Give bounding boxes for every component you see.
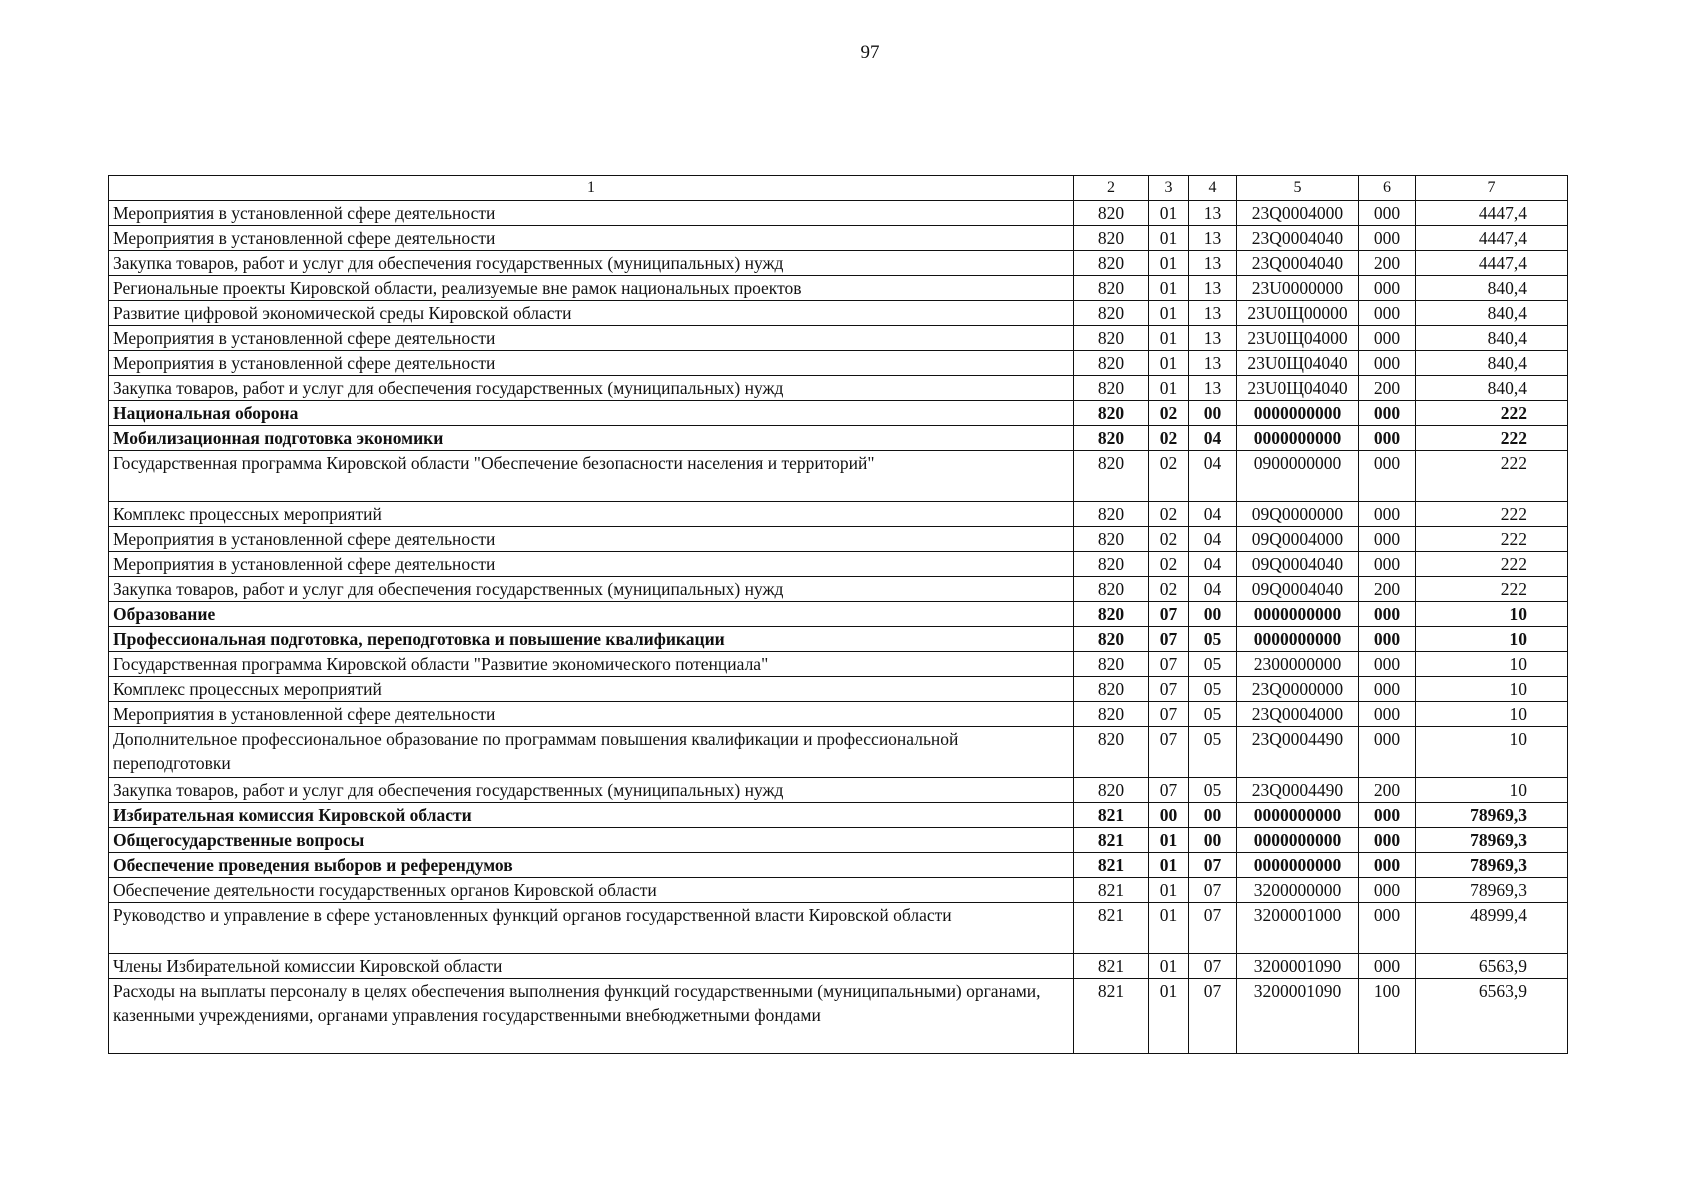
cell-code-2: 820	[1074, 226, 1149, 251]
table-row	[109, 502, 1568, 527]
cell-name: Региональные проекты Кировской области, реализуемые вне рамок национальных проектов	[109, 276, 1074, 301]
cell-code-4: 13	[1189, 201, 1237, 226]
cell-code-6: 000	[1359, 351, 1416, 376]
cell-amount: 48999,4	[1416, 903, 1568, 954]
cell-name: Мобилизационная подготовка экономики	[109, 426, 1074, 451]
cell-amount: 4447,4	[1416, 226, 1568, 251]
cell-code-6: 000	[1359, 627, 1416, 652]
cell-code-4: 00	[1189, 828, 1237, 853]
cell-amount: 222	[1416, 502, 1568, 527]
column-header: 2	[1074, 176, 1149, 201]
cell-code-2: 821	[1074, 903, 1149, 954]
cell-code-5: 23U0Щ00000	[1237, 301, 1359, 326]
cell-code-3: 07	[1149, 727, 1189, 778]
cell-code-5: 23Q0004000	[1237, 702, 1359, 727]
cell-code-6: 000	[1359, 276, 1416, 301]
cell-code-4: 07	[1189, 954, 1237, 979]
cell-code-5: 0000000000	[1237, 853, 1359, 878]
cell-code-5: 09Q0004000	[1237, 527, 1359, 552]
cell-amount: 10	[1416, 627, 1568, 652]
cell-name: Закупка товаров, работ и услуг для обеспечения государственных (муниципальных) нужд	[109, 251, 1074, 276]
cell-amount: 4447,4	[1416, 251, 1568, 276]
table-row	[109, 552, 1568, 577]
cell-code-6: 000	[1359, 226, 1416, 251]
cell-code-4: 04	[1189, 451, 1237, 502]
cell-name: Национальная оборона	[109, 401, 1074, 426]
cell-code-2: 820	[1074, 778, 1149, 803]
cell-code-3: 01	[1149, 903, 1189, 954]
cell-amount: 222	[1416, 401, 1568, 426]
cell-name: Члены Избирательной комиссии Кировской области	[109, 954, 1074, 979]
table-row	[109, 326, 1568, 351]
cell-amount: 222	[1416, 527, 1568, 552]
cell-code-3: 07	[1149, 778, 1189, 803]
cell-amount: 10	[1416, 602, 1568, 627]
cell-amount: 840,4	[1416, 276, 1568, 301]
cell-code-5: 3200000000	[1237, 878, 1359, 903]
cell-name: Развитие цифровой экономической среды Кировской области	[109, 301, 1074, 326]
cell-code-6: 000	[1359, 527, 1416, 552]
cell-code-4: 05	[1189, 727, 1237, 778]
cell-code-5: 23Q0004490	[1237, 727, 1359, 778]
cell-code-6: 000	[1359, 426, 1416, 451]
cell-code-6: 200	[1359, 577, 1416, 602]
cell-code-5: 3200001090	[1237, 979, 1359, 1054]
cell-code-6: 200	[1359, 251, 1416, 276]
cell-code-3: 01	[1149, 201, 1189, 226]
cell-code-5: 23Q0004040	[1237, 251, 1359, 276]
cell-code-6: 000	[1359, 803, 1416, 828]
cell-name: Закупка товаров, работ и услуг для обеспечения государственных (муниципальных) нужд	[109, 577, 1074, 602]
cell-code-4: 13	[1189, 351, 1237, 376]
table-row	[109, 251, 1568, 276]
cell-code-6: 000	[1359, 828, 1416, 853]
table-row	[109, 376, 1568, 401]
budget-table	[108, 175, 1568, 1054]
cell-code-2: 821	[1074, 803, 1149, 828]
cell-code-5: 0000000000	[1237, 426, 1359, 451]
cell-amount: 10	[1416, 677, 1568, 702]
cell-code-4: 00	[1189, 602, 1237, 627]
table-row	[109, 426, 1568, 451]
page-number: 97	[860, 42, 880, 63]
cell-name: Мероприятия в установленной сфере деятельности	[109, 702, 1074, 727]
cell-amount: 840,4	[1416, 326, 1568, 351]
table-row	[109, 903, 1568, 954]
cell-code-2: 820	[1074, 401, 1149, 426]
column-header: 5	[1237, 176, 1359, 201]
cell-code-2: 820	[1074, 502, 1149, 527]
table-row	[109, 778, 1568, 803]
cell-amount: 840,4	[1416, 376, 1568, 401]
cell-code-6: 000	[1359, 727, 1416, 778]
table-row	[109, 677, 1568, 702]
cell-code-3: 01	[1149, 276, 1189, 301]
cell-code-2: 820	[1074, 552, 1149, 577]
cell-code-5: 0900000000	[1237, 451, 1359, 502]
cell-code-3: 01	[1149, 376, 1189, 401]
cell-code-5: 23U0000000	[1237, 276, 1359, 301]
cell-name: Руководство и управление в сфере установленных функций органов государственной власти Кировской области	[109, 903, 1074, 954]
cell-code-3: 01	[1149, 226, 1189, 251]
cell-code-3: 01	[1149, 326, 1189, 351]
cell-name: Мероприятия в установленной сфере деятельности	[109, 527, 1074, 552]
cell-name: Государственная программа Кировской области "Развитие экономического потенциала"	[109, 652, 1074, 677]
cell-code-2: 820	[1074, 652, 1149, 677]
cell-amount: 4447,4	[1416, 201, 1568, 226]
cell-code-2: 820	[1074, 702, 1149, 727]
cell-name: Мероприятия в установленной сфере деятельности	[109, 351, 1074, 376]
cell-code-5: 23Q0000000	[1237, 677, 1359, 702]
cell-code-4: 05	[1189, 702, 1237, 727]
cell-code-5: 23Q0004490	[1237, 778, 1359, 803]
cell-code-6: 000	[1359, 903, 1416, 954]
cell-code-2: 820	[1074, 251, 1149, 276]
cell-amount: 78969,3	[1416, 853, 1568, 878]
cell-code-3: 01	[1149, 979, 1189, 1054]
cell-code-5: 23U0Щ04040	[1237, 351, 1359, 376]
cell-code-5: 23U0Щ04040	[1237, 376, 1359, 401]
cell-code-5: 09Q0004040	[1237, 552, 1359, 577]
table-row	[109, 652, 1568, 677]
cell-amount: 222	[1416, 426, 1568, 451]
cell-name: Обеспечение проведения выборов и референдумов	[109, 853, 1074, 878]
cell-code-5: 09Q0000000	[1237, 502, 1359, 527]
cell-code-6: 000	[1359, 652, 1416, 677]
cell-code-2: 820	[1074, 627, 1149, 652]
cell-name: Комплекс процессных мероприятий	[109, 502, 1074, 527]
cell-code-2: 821	[1074, 979, 1149, 1054]
cell-code-5: 0000000000	[1237, 602, 1359, 627]
cell-code-6: 000	[1359, 326, 1416, 351]
table-row	[109, 702, 1568, 727]
cell-name: Государственная программа Кировской области "Обеспечение безопасности населения и территорий"	[109, 451, 1074, 502]
cell-name: Обеспечение деятельности государственных органов Кировской области	[109, 878, 1074, 903]
cell-code-6: 100	[1359, 979, 1416, 1054]
table-row	[109, 351, 1568, 376]
cell-code-3: 02	[1149, 527, 1189, 552]
cell-code-4: 07	[1189, 853, 1237, 878]
cell-code-4: 13	[1189, 376, 1237, 401]
cell-code-2: 820	[1074, 527, 1149, 552]
cell-code-6: 000	[1359, 677, 1416, 702]
cell-code-3: 02	[1149, 426, 1189, 451]
cell-code-5: 3200001090	[1237, 954, 1359, 979]
cell-code-3: 01	[1149, 954, 1189, 979]
cell-code-6: 000	[1359, 552, 1416, 577]
cell-code-3: 01	[1149, 853, 1189, 878]
cell-code-5: 23U0Щ04000	[1237, 326, 1359, 351]
column-header: 1	[109, 176, 1074, 201]
cell-code-3: 01	[1149, 301, 1189, 326]
cell-name: Общегосударственные вопросы	[109, 828, 1074, 853]
cell-code-2: 821	[1074, 828, 1149, 853]
cell-code-2: 820	[1074, 376, 1149, 401]
cell-code-4: 04	[1189, 577, 1237, 602]
cell-code-2: 821	[1074, 878, 1149, 903]
cell-code-4: 05	[1189, 778, 1237, 803]
cell-code-6: 000	[1359, 853, 1416, 878]
cell-amount: 6563,9	[1416, 979, 1568, 1054]
cell-code-2: 821	[1074, 853, 1149, 878]
cell-name: Мероприятия в установленной сфере деятельности	[109, 326, 1074, 351]
cell-code-6: 200	[1359, 376, 1416, 401]
cell-code-2: 820	[1074, 451, 1149, 502]
table-row	[109, 828, 1568, 853]
cell-code-4: 13	[1189, 276, 1237, 301]
table-row	[109, 979, 1568, 1054]
table-row	[109, 276, 1568, 301]
cell-amount: 10	[1416, 778, 1568, 803]
cell-code-5: 0000000000	[1237, 401, 1359, 426]
cell-code-5: 23Q0004000	[1237, 201, 1359, 226]
cell-code-5: 09Q0004040	[1237, 577, 1359, 602]
cell-amount: 78969,3	[1416, 828, 1568, 853]
table-body	[109, 201, 1568, 1054]
table-row	[109, 954, 1568, 979]
column-header: 3	[1149, 176, 1189, 201]
table-row	[109, 727, 1568, 778]
table-row	[109, 301, 1568, 326]
table-row	[109, 878, 1568, 903]
cell-amount: 6563,9	[1416, 954, 1568, 979]
cell-amount: 222	[1416, 552, 1568, 577]
cell-code-2: 821	[1074, 954, 1149, 979]
cell-amount: 10	[1416, 702, 1568, 727]
cell-name: Расходы на выплаты персоналу в целях обеспечения выполнения функций государственными (муниципальными) органами, казенными учреждениями, органами управления государственными внебюджетными фондами	[109, 979, 1074, 1054]
cell-amount: 840,4	[1416, 351, 1568, 376]
cell-code-3: 07	[1149, 602, 1189, 627]
cell-code-4: 00	[1189, 803, 1237, 828]
table-row	[109, 627, 1568, 652]
cell-code-6: 000	[1359, 702, 1416, 727]
cell-code-5: 0000000000	[1237, 803, 1359, 828]
cell-code-4: 04	[1189, 426, 1237, 451]
cell-code-5: 0000000000	[1237, 627, 1359, 652]
cell-amount: 78969,3	[1416, 803, 1568, 828]
cell-code-6: 000	[1359, 451, 1416, 502]
cell-code-2: 820	[1074, 727, 1149, 778]
cell-code-2: 820	[1074, 677, 1149, 702]
cell-code-5: 0000000000	[1237, 828, 1359, 853]
cell-code-4: 04	[1189, 502, 1237, 527]
cell-name: Дополнительное профессиональное образование по программам повышения квалификации и профессиональной переподготовки	[109, 727, 1074, 778]
column-header: 6	[1359, 176, 1416, 201]
cell-code-4: 05	[1189, 677, 1237, 702]
cell-name: Образование	[109, 602, 1074, 627]
cell-code-4: 07	[1189, 878, 1237, 903]
table-row	[109, 401, 1568, 426]
cell-code-6: 000	[1359, 878, 1416, 903]
cell-code-4: 00	[1189, 401, 1237, 426]
cell-amount: 222	[1416, 451, 1568, 502]
cell-name: Профессиональная подготовка, переподготовка и повышение квалификации	[109, 627, 1074, 652]
cell-code-6: 000	[1359, 301, 1416, 326]
column-header: 7	[1416, 176, 1568, 201]
cell-code-3: 01	[1149, 828, 1189, 853]
cell-code-4: 04	[1189, 552, 1237, 577]
cell-code-3: 02	[1149, 401, 1189, 426]
cell-code-6: 000	[1359, 401, 1416, 426]
cell-code-3: 02	[1149, 451, 1189, 502]
cell-code-4: 04	[1189, 527, 1237, 552]
table-header-row	[109, 176, 1568, 201]
cell-code-3: 01	[1149, 351, 1189, 376]
cell-code-4: 13	[1189, 226, 1237, 251]
cell-code-4: 05	[1189, 652, 1237, 677]
table-row	[109, 853, 1568, 878]
table-row	[109, 602, 1568, 627]
cell-name: Мероприятия в установленной сфере деятельности	[109, 226, 1074, 251]
cell-code-4: 05	[1189, 627, 1237, 652]
table-row	[109, 451, 1568, 502]
cell-code-6: 000	[1359, 502, 1416, 527]
table-row	[109, 577, 1568, 602]
cell-amount: 222	[1416, 577, 1568, 602]
cell-code-4: 13	[1189, 326, 1237, 351]
cell-amount: 840,4	[1416, 301, 1568, 326]
cell-code-2: 820	[1074, 426, 1149, 451]
cell-name: Закупка товаров, работ и услуг для обеспечения государственных (муниципальных) нужд	[109, 376, 1074, 401]
cell-code-3: 00	[1149, 803, 1189, 828]
cell-code-6: 000	[1359, 201, 1416, 226]
cell-amount: 10	[1416, 652, 1568, 677]
cell-code-4: 07	[1189, 979, 1237, 1054]
cell-code-2: 820	[1074, 301, 1149, 326]
cell-code-2: 820	[1074, 201, 1149, 226]
cell-code-3: 02	[1149, 577, 1189, 602]
cell-name: Мероприятия в установленной сфере деятельности	[109, 201, 1074, 226]
cell-code-3: 07	[1149, 677, 1189, 702]
cell-code-6: 200	[1359, 778, 1416, 803]
cell-code-2: 820	[1074, 602, 1149, 627]
cell-code-5: 2300000000	[1237, 652, 1359, 677]
cell-code-3: 02	[1149, 502, 1189, 527]
cell-code-2: 820	[1074, 276, 1149, 301]
cell-code-2: 820	[1074, 351, 1149, 376]
table-row	[109, 803, 1568, 828]
cell-code-2: 820	[1074, 577, 1149, 602]
cell-code-3: 02	[1149, 552, 1189, 577]
cell-code-6: 000	[1359, 602, 1416, 627]
cell-code-2: 820	[1074, 326, 1149, 351]
table-row	[109, 527, 1568, 552]
cell-code-3: 07	[1149, 652, 1189, 677]
cell-code-3: 07	[1149, 702, 1189, 727]
cell-code-4: 07	[1189, 903, 1237, 954]
cell-code-3: 07	[1149, 627, 1189, 652]
cell-amount: 78969,3	[1416, 878, 1568, 903]
column-header: 4	[1189, 176, 1237, 201]
cell-amount: 10	[1416, 727, 1568, 778]
cell-code-3: 01	[1149, 878, 1189, 903]
cell-code-5: 3200001000	[1237, 903, 1359, 954]
cell-code-3: 01	[1149, 251, 1189, 276]
cell-code-5: 23Q0004040	[1237, 226, 1359, 251]
cell-name: Мероприятия в установленной сфере деятельности	[109, 552, 1074, 577]
table-row	[109, 201, 1568, 226]
cell-code-4: 13	[1189, 251, 1237, 276]
cell-name: Закупка товаров, работ и услуг для обеспечения государственных (муниципальных) нужд	[109, 778, 1074, 803]
cell-name: Избирательная комиссия Кировской области	[109, 803, 1074, 828]
cell-code-4: 13	[1189, 301, 1237, 326]
cell-code-6: 000	[1359, 954, 1416, 979]
cell-name: Комплекс процессных мероприятий	[109, 677, 1074, 702]
table-row	[109, 226, 1568, 251]
